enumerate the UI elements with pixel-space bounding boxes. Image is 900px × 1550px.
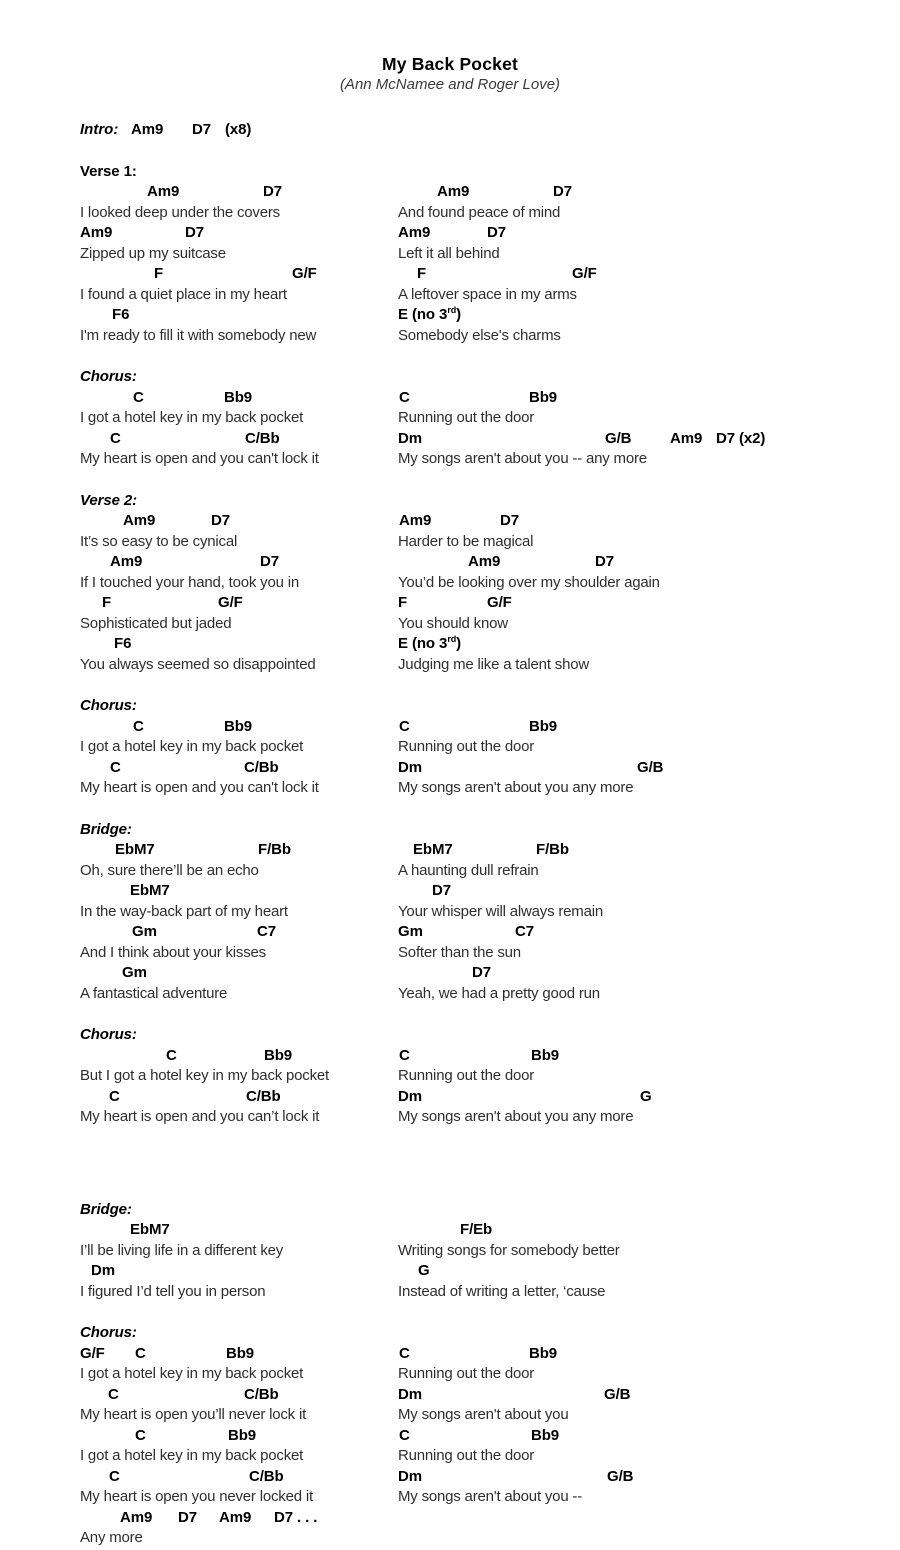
lyric: My heart is open and you can’t lock it [80,1108,320,1125]
chord: G/F [572,265,597,282]
song-credits: (Ann McNamee and Roger Love) [339,76,561,93]
lyric: You’d be looking over my shoulder again [398,573,660,591]
chord: E (no 3rd) [398,305,462,323]
lyric: Running out the door [398,409,535,426]
lyric: Running out the door [398,1365,535,1382]
lyric-line [80,1365,870,1386]
chord: D7 [553,183,572,200]
chord: D7 [595,553,614,570]
lyric: Writing songs for somebody better [398,1241,620,1259]
chord: F/Bb [258,841,291,858]
chord: Bb9 [228,1426,257,1444]
chord: Dm [398,1385,422,1403]
chord-line [80,224,870,245]
lyric: My songs aren't about you any more [398,1108,634,1125]
chord: C [135,1344,146,1362]
chord-line [80,430,870,451]
lyric: I got a hotel key in my back pocket [80,1365,304,1382]
lyric: Softer than the sun [398,943,521,961]
lyric-line [80,1406,870,1427]
chord: Am9 [147,183,180,200]
lyric-line [80,779,870,800]
lyric: Judging me like a talent show [398,655,589,673]
lyric: Somebody else's charms [398,326,561,344]
chord: D7 [472,964,491,981]
chord: D7 [263,183,282,200]
lyric-line [80,1283,870,1304]
lyric-line [80,1067,870,1088]
chord: G/B [637,758,664,776]
chord-line [80,1345,870,1366]
lyric: I’ll be living life in a different key [80,1241,284,1259]
chord: C [399,1046,410,1064]
chord-line [80,183,870,204]
chord-line [80,1427,870,1448]
lyric: Harder to be magical [398,532,534,550]
chord: Am9 [110,553,143,570]
chord: F [398,594,408,611]
section-label: Verse 1: [80,162,137,180]
intro-line [80,121,870,142]
chord: Am9 [120,1508,153,1526]
lyric-line [80,862,870,883]
song-body [80,121,870,1550]
sections-container [80,163,870,1550]
chord-line [80,882,870,903]
lyric-line [80,1447,870,1468]
lyric-line [80,327,870,348]
chord: Bb9 [529,717,558,735]
lyric: Instead of writing a letter, ‘cause [398,1282,606,1300]
chord: D7 [487,224,506,241]
section-bridge-6 [80,1201,870,1304]
chord: Bb9 [226,1344,255,1362]
chord: C/Bb [246,1087,281,1105]
lyric-line [80,1108,870,1129]
chord-line [80,512,870,533]
lyric: My songs aren't about you any more [398,779,634,796]
lyric-line [80,245,870,266]
lyric: It’s so easy to be cynical [80,532,238,550]
chord: F [154,265,164,282]
chord: C [133,388,144,406]
lyric-line [80,738,870,759]
lyric-line [80,1242,870,1263]
chord: Bb9 [529,1344,558,1362]
section-label: Chorus: [80,697,137,714]
section-label: Bridge: [80,820,132,838]
lyric: I got a hotel key in my back pocket [80,738,304,755]
chord: D7 [192,121,211,138]
chord: C/Bb [244,758,279,776]
lyric: I looked deep under the covers [80,203,280,221]
chord: F/Bb [536,841,569,858]
chord: EbM7 [130,1221,170,1238]
lyric: A haunting dull refrain [398,861,539,879]
chord: Am9 [123,512,156,529]
chord: Am9 [219,1508,252,1526]
chord: Am9 [80,224,113,241]
chord: F [102,594,112,611]
lyric-line [80,450,870,471]
chord: C [166,1046,177,1064]
lyric: My songs aren't about you [398,1406,569,1423]
chord: Bb9 [531,1046,560,1064]
lyric: My heart is open you never locked it [80,1488,313,1505]
chord: D7 [260,553,279,570]
lyric: Oh, sure there’ll be an echo [80,861,259,879]
chord: F/Eb [460,1221,493,1238]
chord: F6 [112,306,130,323]
chord: Dm [91,1262,115,1279]
lyric-line [80,574,870,595]
chord: C [135,1426,146,1444]
lyric-line [80,286,870,307]
chord: G [640,1087,652,1105]
section-verse2-2 [80,492,870,677]
chord-line [80,553,870,574]
lyric-line [80,533,870,554]
lyric: My heart is open and you can't lock it [80,779,319,796]
header [0,0,900,94]
lyric: Yeah, we had a pretty good run [398,984,600,1002]
section-label: Chorus: [80,368,137,385]
chord: D7 [185,224,204,241]
chord-line [80,1386,870,1407]
chord-line [80,635,870,656]
chord: D7 [211,512,230,529]
chord-line [80,718,870,739]
section-bridge-4 [80,821,870,1006]
lyric: My heart is open you’ll never lock it [80,1406,307,1423]
chord: D7 . . . [274,1508,318,1526]
chord-line [80,1221,870,1242]
chord-line [80,1509,870,1530]
section-chorus-1 [80,368,870,471]
lyric-line [80,1529,870,1550]
chord: EbM7 [130,882,170,899]
section-chorus-3 [80,697,870,800]
chord-line [80,759,870,780]
lyric-line [80,615,870,636]
lyric: And found peace of mind [398,203,561,221]
lyric: Your whisper will always remain [398,902,603,920]
chord: EbM7 [413,841,453,858]
chord: F6 [114,635,132,652]
chord: G/F [487,594,512,611]
chord-line [80,306,870,327]
chord: D7 [500,512,519,529]
chord: C [399,1344,410,1362]
chord: C7 [515,923,534,940]
lyric: A leftover space in my arms [398,285,577,303]
lyric: I'm ready to fill it with somebody new [80,326,317,344]
section-label: Verse 2: [80,491,138,509]
section-label: Bridge: [80,1200,132,1218]
lyric: And I think about your kisses [80,943,266,961]
chord: Am9 [468,553,501,570]
lyric: My songs aren't about you -- any more [398,450,647,467]
chord: C/Bb [244,1385,279,1403]
chord: C [133,717,144,735]
lyric-line [80,656,870,677]
chord: C [399,717,410,735]
lyric-line [80,903,870,924]
lyric: You should know [398,614,508,632]
chord: Bb9 [529,388,558,406]
lyric: Zipped up my suitcase [80,244,226,262]
lyric: If I touched your hand, took you in [80,573,299,591]
chord: Am9 [398,224,431,241]
chord: Dm [398,1467,422,1485]
lyric: But I got a hotel key in my back pocket [80,1067,330,1084]
chord: C [399,388,410,406]
lyric-line [80,409,870,430]
section-label: Chorus: [80,1026,137,1043]
chord: EbM7 [115,841,155,858]
lyric-line [80,204,870,225]
chord: Bb9 [531,1426,560,1444]
chord: C7 [257,923,276,940]
chord: G/F [218,594,243,611]
lyric: Left it all behind [398,244,500,262]
chord-line [80,1047,870,1068]
chord-line [80,1088,870,1109]
chord: F [417,265,427,282]
lyric: A fantastical adventure [80,984,228,1002]
lyric: Running out the door [398,1067,535,1084]
lyric: I got a hotel key in my back pocket [80,409,304,426]
chord: (x8) [225,121,252,138]
lyric: I found a quiet place in my heart [80,285,287,303]
section-chorus-7 [80,1324,870,1550]
lyric: My songs aren't about you -- [398,1488,583,1505]
chord: G/B [605,429,632,447]
chord: G [418,1262,430,1279]
chord: E (no 3rd) [398,634,462,652]
lyric: You always seemed so disappointed [80,655,316,673]
lyric: Sophisticated but jaded [80,614,232,632]
chord: D7 (x2) [716,429,766,447]
chord-line [80,841,870,862]
chord-line [80,265,870,286]
chord: C [399,1426,410,1444]
lyric-line [80,944,870,965]
chord: C [110,429,121,447]
chord: C [108,1385,119,1403]
song-title: My Back Pocket [381,54,519,74]
lyric: I got a hotel key in my back pocket [80,1447,304,1464]
chord: Dm [398,1087,422,1105]
lyric: Running out the door [398,1447,535,1464]
lyric: In the way-back part of my heart [80,902,288,920]
section-verse1-0 [80,163,870,348]
chord-line [80,389,870,410]
chord: C/Bb [249,1467,284,1485]
section-chorus-5 [80,1026,870,1129]
chord: Am9 [437,183,470,200]
chord-line [80,923,870,944]
chord: Dm [398,429,422,447]
chord: Gm [398,923,423,940]
chord-line [80,594,870,615]
chord: D7 [178,1508,197,1526]
chord: Am9 [131,121,164,138]
lyric: My heart is open and you can't lock it [80,450,319,467]
chord: G/B [604,1385,631,1403]
chord: C [109,1467,120,1485]
lyric-line [80,985,870,1006]
chord: Dm [398,758,422,776]
lyric: Any more [80,1529,143,1546]
lyric-line [80,1488,870,1509]
chord: Bb9 [224,717,253,735]
chord: Gm [122,964,147,981]
chord: Am9 [670,429,703,447]
chord: G/B [607,1467,634,1485]
chord: C [109,1087,120,1105]
chord-line [80,1262,870,1283]
chord: Bb9 [264,1046,293,1064]
chord-line [80,1468,870,1489]
chord: C/Bb [245,429,280,447]
lyric: I figured I’d tell you in person [80,1282,266,1300]
chord: Bb9 [224,388,253,406]
chord: G/F [80,1344,105,1362]
chord: Gm [132,923,157,940]
chord-line [80,964,870,985]
chord: Am9 [399,512,432,529]
chord: G/F [292,265,317,282]
chord: D7 [432,882,451,899]
section-label: Chorus: [80,1324,137,1341]
lyric: Running out the door [398,738,535,755]
chord: C [110,758,121,776]
intro-label: Intro: [80,121,119,138]
